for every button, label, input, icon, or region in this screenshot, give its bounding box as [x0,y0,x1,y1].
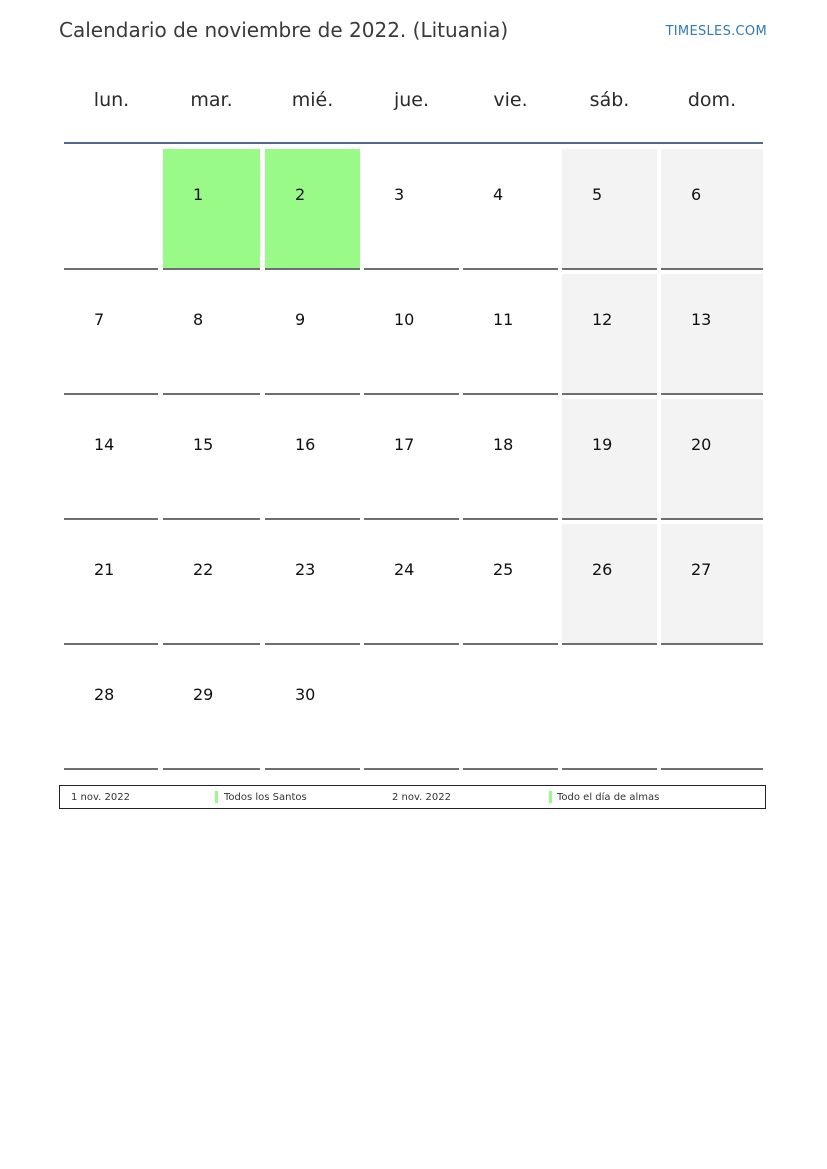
calendar-day-cell [463,274,558,395]
calendar-day-cell [661,524,763,645]
calendar-day-cell [163,149,260,270]
day-number: 30 [295,685,316,704]
day-number: 23 [295,560,316,579]
calendar-day-cell [364,524,459,645]
calendar-day-cell [265,149,360,270]
calendar-empty-cell [661,649,763,770]
day-number: 21 [94,560,115,579]
calendar-day-cell [562,524,657,645]
weekday-label: mié. [291,89,334,111]
weekday-header-row [64,89,763,119]
day-number: 1 [193,185,204,204]
calendar-day-cell [64,274,158,395]
calendar-day-cell [64,399,158,520]
calendar-day-cell [364,149,459,270]
day-number: 29 [193,685,214,704]
calendar-day-cell [64,649,158,770]
calendar-empty-cell [364,649,459,770]
header-divider [64,142,763,144]
day-number: 8 [193,310,204,329]
day-number: 11 [493,310,514,329]
calendar-day-cell [562,274,657,395]
day-number: 13 [691,310,712,329]
calendar-day-cell [463,524,558,645]
calendar-day-cell [163,649,260,770]
day-number: 9 [295,310,306,329]
day-number: 19 [592,435,613,454]
page-title: Calendario de noviembre de 2022. (Lituania) [59,18,509,42]
day-number: 18 [493,435,514,454]
legend-holiday-name: Todo el día de almas [557,792,660,803]
calendar-day-cell [661,149,763,270]
day-number: 4 [493,185,504,204]
calendar-day-cell [265,524,360,645]
calendar-day-cell [163,399,260,520]
day-number: 26 [592,560,613,579]
calendar-day-cell [463,399,558,520]
weekday-label: vie. [493,89,528,111]
day-number: 5 [592,185,603,204]
calendar-empty-cell [562,649,657,770]
calendar-day-cell [661,274,763,395]
weekday-label: sáb. [589,89,630,111]
day-number: 10 [394,310,415,329]
weekday-label: jue. [393,89,430,111]
day-number: 14 [94,435,115,454]
day-number: 27 [691,560,712,579]
day-number: 7 [94,310,105,329]
calendar-day-cell [364,399,459,520]
day-number: 25 [493,560,514,579]
day-number: 20 [691,435,712,454]
day-number: 16 [295,435,316,454]
calendar-empty-cell [64,149,158,270]
day-number: 22 [193,560,214,579]
calendar-day-cell [265,649,360,770]
calendar-day-cell [463,149,558,270]
calendar-day-cell [562,149,657,270]
weekday-label: lun. [93,89,130,111]
legend-date: 2 nov. 2022 [392,792,451,803]
calendar-day-cell [562,399,657,520]
calendar-empty-cell [463,649,558,770]
calendar-day-cell [163,524,260,645]
brand-link[interactable]: TIMESLES.COM [665,24,767,39]
calendar-day-cell [265,399,360,520]
weekday-label: mar. [190,89,233,111]
calendar-day-cell [64,524,158,645]
calendar-day-cell [265,274,360,395]
day-number: 24 [394,560,415,579]
legend-color-marker [549,791,552,803]
day-number: 3 [394,185,405,204]
legend-holiday-name: Todos los Santos [224,792,307,803]
day-number: 28 [94,685,115,704]
legend-color-marker [215,791,218,803]
day-number: 15 [193,435,214,454]
day-number: 6 [691,185,702,204]
day-number: 12 [592,310,613,329]
calendar-day-cell [364,274,459,395]
calendar-day-cell [163,274,260,395]
calendar-day-cell [661,399,763,520]
legend-date: 1 nov. 2022 [71,792,130,803]
day-number: 2 [295,185,306,204]
holiday-legend [59,785,766,809]
day-number: 17 [394,435,415,454]
weekday-label: dom. [687,89,737,111]
